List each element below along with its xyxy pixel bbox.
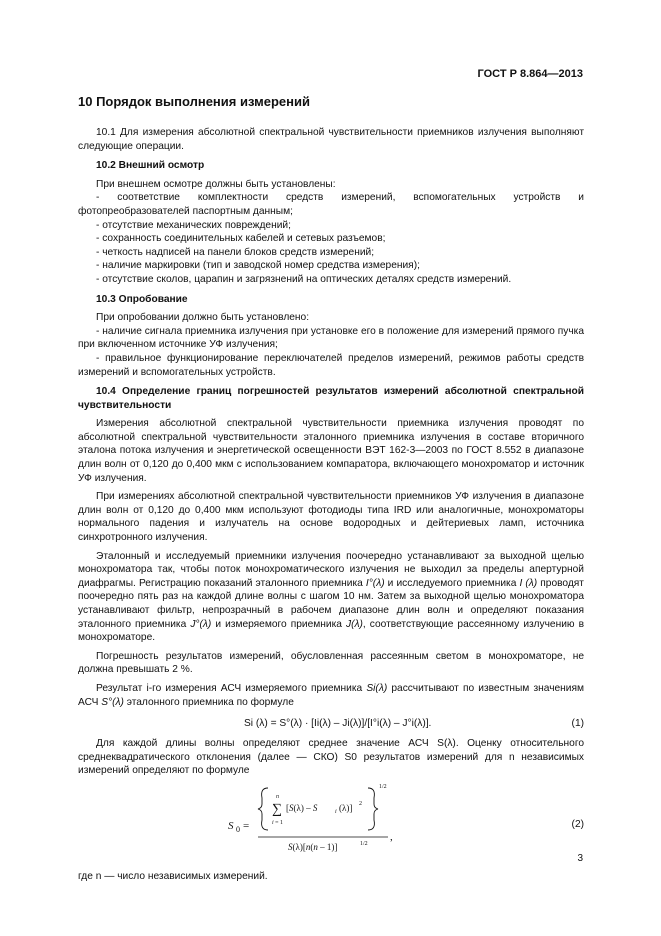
paragraph-10-4-2: При измерениях абсолютной спектральной чувствительности приемников УФ излучения в диапазоне длин волн от 0,120 до 0,400 мкм используют фотодиоды типа IRD или аналогичные, монохроматоры нормального падения и излучатель на основе водородных и дейтериевых ламп, источника синхротронного излучения. [78,491,584,544]
paragraph-10-4-5: Результат i-го измерения АСЧ измеряемого приемника Si(λ) рассчитывают по известным значениям АСЧ S°(λ) эталонного приемника по формуле [78,682,585,708]
svg-text:,: , [390,830,393,843]
list-item: - правильное функционирование переключателей пределов измерений, режимов работы средств измерений и вспомогательных устройств. [78,352,584,378]
paragraph-10-1: 10.1 Для измерения абсолютной спектральной чувствительности приемников излучения выполняют следующие операции. [78,127,584,152]
paragraph-10-4-3: Эталонный и исследуемый приемники излучения поочередно устанавливают за выходной щелью монохроматора так, чтобы поток монохроматического излучения не выходил за пределы апертурной диафрагмы. Регистрацию показаний эталонного приемника I°(λ) и исследуемого приемника I (λ) проводят поочередно пять раз на каждой длине волны с шагом 10 нм. Затем за выходной щелью монохроматора устанавливают фильтр, непрозрачный в рабочем диапазоне длин волн и определяют показания эталонного приемника J°(λ) и измеряемого приемника J(λ), соответствующие рассеянному излучению в монохроматоре. [78,550,584,644]
paragraph-10-4-6: Для каждой длины волны определяют среднее значение АСЧ S(λ). Оценку относительного среднеквадратического отклонения (далее — СКО) S0 результатов измерений для n независимых измерений определяют по формуле [78,738,584,777]
svg-text:S: S [228,819,234,832]
svg-text:=: = [243,819,250,832]
svg-text:2: 2 [359,800,362,807]
list-item: - отсутствие механических повреждений; [96,219,291,231]
paragraph-where: где n — число независимых измерений. [78,870,268,882]
symbol-s0: S°(λ) [101,696,124,708]
symbol-j: J(λ) [346,618,363,630]
list-item: - наличие маркировки (тип и заводской номер средства измерения); [96,260,420,272]
standard-header: ГОСТ Р 8.864—2013 [477,68,583,80]
formula-1 [78,715,584,733]
svg-text:1/2: 1/2 [379,783,387,790]
list-item: - отсутствие сколов, царапин и загрязнений на оптических деталях средств измерений. [96,273,512,285]
svg-text:[S(λ) – S: [S(λ) – S [286,802,318,813]
list-item: - четкость надписей на панели блоков средств измерений; [96,246,375,258]
formula-1-expression: Si (λ) = S°(λ) · [Ii(λ) – Ji(λ)]/[I°i(λ) – J°i(λ)]. [244,718,432,730]
svg-text:i = 1: i = 1 [272,819,284,826]
paragraph-10-2-intro: При внешнем осмотре должны быть установлены: [96,178,336,190]
list-item: - сохранность соединительных кабелей и сетевых разъемов; [96,233,386,245]
symbol-j0: J°(λ) [190,618,212,630]
svg-text:i: i [335,808,337,815]
formula-2-number: (2) [571,818,584,830]
page-number: 3 [577,853,583,864]
list-item: - соответствие комплектности средств измерений, вспомогательных устройств и фотопреобразователей паспортным данным; [78,192,584,217]
formula-2 [78,780,584,866]
svg-text:1/2: 1/2 [360,840,368,847]
svg-text:(λ)]: (λ)] [339,802,353,813]
symbol-i0: I°(λ) [365,577,385,589]
heading-10-2: 10.2 Внешний осмотр [96,160,205,172]
list-item: - наличие сигнала приемника излучения при установке его в положение для измерений прямого пучка при включенном источнике УФ излучения; [78,325,584,351]
formula-2-svg [228,780,428,866]
paragraph-10-4-4: Погрешность результатов измерений, обусловленная рассеянным светом в монохроматоре, не должна превышать 2 %. [78,650,584,676]
section-title: 10 Порядок выполнения измерений [78,94,310,109]
heading-10-3: 10.3 Опробование [96,293,188,305]
symbol-si: Si(λ) [366,682,388,694]
svg-text:0: 0 [236,824,240,834]
document-body [78,126,584,884]
svg-text:S(λ)[n(n – 1)]: S(λ)[n(n – 1)] [288,841,338,852]
formula-1-number: (1) [571,718,584,730]
svg-text:∑: ∑ [272,801,282,817]
paragraph-10-3-intro: При опробовании должно быть установлено: [96,312,310,324]
paragraph-10-4-1: Измерения абсолютной спектральной чувствительности приемника излучения проводят по абсолютной спектральной чувствительности эталонного приемника излучения в составе вторичного эталона потока излучения и энергетической освещенности ВЭТ 162-3—2003 по ГОСТ 8.552 в диапазоне длин волн от 0,120 до 0,400 мкм с использованием компаратора, включающего монохроматор и источник УФ излучения. [78,418,584,484]
svg-text:n: n [276,793,279,800]
symbol-i: I (λ) [519,577,538,589]
heading-10-4: 10.4 Определение границ погрешностей результатов измерений абсолютной спектральной чувствительности [78,386,584,411]
